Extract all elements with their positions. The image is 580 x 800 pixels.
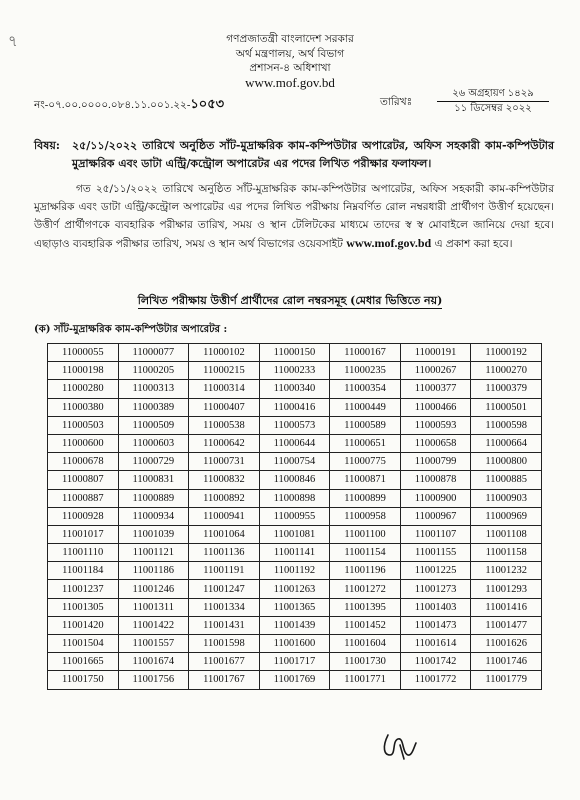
- roll-number-cell: 11001293: [471, 580, 542, 598]
- roll-number-cell: 11001154: [330, 544, 401, 562]
- roll-number-cell: 11001750: [48, 671, 119, 689]
- roll-number-cell: 11000191: [400, 344, 471, 362]
- body-text: গত ২৫/১১/২০২২ তারিখে অনুষ্ঠিত সাঁট-মুদ্রাক্ষরিক কাম-কম্পিউটার অপারেটর, অফিস সহকারী কাম-কম্পিউটার মুদ্রাক্ষরিক এবং ডাটা এন্ট্রি/কন্ট্রোল অপারেটর এর পদের লিখিত পরীক্ষায় নিম্নবর্ণিত রোল নম্বরধারী প্রার্থীগণ উত্তীর্ণ হয়েছেন। উত্তীর্ণ প্রার্থীগণকে ব্যবহারিক পরীক্ষার তারিখ, সময় ও স্থান টেলিটকের মাধ্যমে তাদের স্ব স্ব মোবাইলে জানিয়ে দেয়া হবে। এছাড়াও ব্যবহারিক পরীক্ষার তারিখ, সময় ও স্থান অর্থ বিভাগের ওয়েবসাইট: [34, 183, 554, 250]
- roll-number-cell: 11001108: [471, 525, 542, 543]
- roll-number-cell: 11000407: [189, 398, 260, 416]
- roll-number-cell: 11001452: [330, 616, 401, 634]
- roll-number-cell: 11001121: [118, 544, 189, 562]
- date-english: ১১ ডিসেম্বর ২০২২: [437, 101, 549, 116]
- roll-number-cell: 11001273: [400, 580, 471, 598]
- roll-number-cell: 11001107: [400, 525, 471, 543]
- roll-number-cell: 11000466: [400, 398, 471, 416]
- ministry-name: অর্থ মন্ত্রণালয়, অর্থ বিভাগ: [235, 47, 345, 60]
- roll-number-cell: 11000799: [400, 453, 471, 471]
- roll-number-cell: 11000233: [259, 362, 330, 380]
- roll-number-cell: 11001598: [189, 635, 260, 653]
- roll-number-cell: 11000055: [48, 344, 119, 362]
- roll-number-cell: 11001403: [400, 598, 471, 616]
- roll-number-cell: 11000903: [471, 489, 542, 507]
- roll-number-cell: 11000503: [48, 416, 119, 434]
- corner-handwritten-mark: ৭: [8, 32, 18, 50]
- roll-number-cell: 11001614: [400, 635, 471, 653]
- section-title-text: লিখিত পরীক্ষায় উত্তীর্ণ প্রার্থীদের রোল নম্বরসমূহ (মেধার ভিত্তিতে নয়): [137, 294, 443, 307]
- roll-number-cell: 11001395: [330, 598, 401, 616]
- roll-number-cell: 11000889: [118, 489, 189, 507]
- roll-number-cell: 11001742: [400, 653, 471, 671]
- roll-table-body: [48, 344, 542, 690]
- roll-number-cell: 11001155: [400, 544, 471, 562]
- table-row: [48, 616, 542, 634]
- roll-number-cell: 11000664: [471, 434, 542, 452]
- roll-number-cell: 11001504: [48, 635, 119, 653]
- table-row: [48, 525, 542, 543]
- roll-number-cell: 11000589: [330, 416, 401, 434]
- roll-number-cell: 11001477: [471, 616, 542, 634]
- roll-number-cell: 11000377: [400, 380, 471, 398]
- roll-number-cell: 11001186: [118, 562, 189, 580]
- roll-number-cell: 11000380: [48, 398, 119, 416]
- roll-number-cell: 11000192: [471, 344, 542, 362]
- roll-number-cell: 11001665: [48, 653, 119, 671]
- roll-number-cell: 11000729: [118, 453, 189, 471]
- table-row: [48, 453, 542, 471]
- roll-number-cell: 11000900: [400, 489, 471, 507]
- roll-number-cell: 11000658: [400, 434, 471, 452]
- roll-number-cell: 11001272: [330, 580, 401, 598]
- roll-number-cell: 11001039: [118, 525, 189, 543]
- roll-number-cell: 11000955: [259, 507, 330, 525]
- date-bangla: ২৬ অগ্রহায়ণ ১৪২৯: [452, 88, 534, 99]
- roll-number-cell: 11000167: [330, 344, 401, 362]
- subject-label: বিষয়:: [34, 139, 60, 152]
- table-row: [48, 544, 542, 562]
- roll-number-cell: 11001730: [330, 653, 401, 671]
- roll-number-cell: 11000885: [471, 471, 542, 489]
- roll-number-cell: 11000198: [48, 362, 119, 380]
- roll-number-cell: 11001771: [330, 671, 401, 689]
- roll-number-cell: 11000416: [259, 398, 330, 416]
- roll-number-cell: 11000150: [259, 344, 330, 362]
- letterhead: [0, 32, 580, 90]
- roll-number-cell: 11001081: [259, 525, 330, 543]
- roll-number-cell: 11000593: [400, 416, 471, 434]
- branch-name: প্রশাসন-৪ অধিশাখা: [249, 62, 331, 74]
- roll-number-cell: 11000603: [118, 434, 189, 452]
- roll-number-cell: 11000280: [48, 380, 119, 398]
- roll-number-cell: 11000878: [400, 471, 471, 489]
- roll-number-cell: 11000340: [259, 380, 330, 398]
- roll-number-cell: 11001769: [259, 671, 330, 689]
- roll-number-cell: 11000871: [330, 471, 401, 489]
- table-row: [48, 598, 542, 616]
- roll-number-cell: 11000678: [48, 453, 119, 471]
- table-row: [48, 580, 542, 598]
- roll-number-cell: 11001416: [471, 598, 542, 616]
- roll-number-cell: 11001767: [189, 671, 260, 689]
- body-website-link[interactable]: www.mof.gov.bd: [346, 236, 432, 250]
- roll-number-cell: 11000800: [471, 453, 542, 471]
- memo-serial: ১০৫৩: [190, 96, 225, 111]
- roll-number-cell: 11001779: [471, 671, 542, 689]
- roll-number-cell: 11001677: [189, 653, 260, 671]
- roll-number-cell: 11000267: [400, 362, 471, 380]
- roll-number-cell: 11001473: [400, 616, 471, 634]
- roll-number-cell: 11001311: [118, 598, 189, 616]
- post-subheading: (ক) সাঁট-মুদ্রাক্ষরিক কাম-কম্পিউটার অপারেটর :: [34, 324, 228, 335]
- body-paragraph: [34, 180, 554, 253]
- table-row: [48, 398, 542, 416]
- roll-number-cell: 11001422: [118, 616, 189, 634]
- roll-number-cell: 11001746: [471, 653, 542, 671]
- roll-number-cell: 11000941: [189, 507, 260, 525]
- roll-number-cell: 11000270: [471, 362, 542, 380]
- roll-number-table: [47, 343, 542, 690]
- roll-number-cell: 11001334: [189, 598, 260, 616]
- table-row: [48, 344, 542, 362]
- roll-number-cell: 11001756: [118, 671, 189, 689]
- roll-number-cell: 11000967: [400, 507, 471, 525]
- table-row: [48, 635, 542, 653]
- roll-number-cell: 11000832: [189, 471, 260, 489]
- roll-number-cell: 11001626: [471, 635, 542, 653]
- roll-number-cell: 11000775: [330, 453, 401, 471]
- roll-number-cell: 11000389: [118, 398, 189, 416]
- roll-number-cell: 11000600: [48, 434, 119, 452]
- roll-number-cell: 11001237: [48, 580, 119, 598]
- roll-number-cell: 11000969: [471, 507, 542, 525]
- roll-number-cell: 11001420: [48, 616, 119, 634]
- roll-number-cell: 11001557: [118, 635, 189, 653]
- table-row: [48, 507, 542, 525]
- roll-number-cell: 11001136: [189, 544, 260, 562]
- roll-number-cell: 11000235: [330, 362, 401, 380]
- roll-number-cell: 11000958: [330, 507, 401, 525]
- roll-number-cell: 11001110: [48, 544, 119, 562]
- roll-number-cell: 11001772: [400, 671, 471, 689]
- roll-number-cell: 11000831: [118, 471, 189, 489]
- roll-number-cell: 11000501: [471, 398, 542, 416]
- roll-number-cell: 11000731: [189, 453, 260, 471]
- memo-prefix: নং-০৭.০০.০০০০.০৮৪.১১.০০১.২২-: [34, 100, 191, 111]
- roll-number-cell: 11000215: [189, 362, 260, 380]
- roll-number-cell: 11000651: [330, 434, 401, 452]
- table-row: [48, 416, 542, 434]
- table-row: [48, 434, 542, 452]
- roll-number-cell: 11000642: [189, 434, 260, 452]
- body-suffix: এ প্রকাশ করা হবে।: [431, 238, 513, 250]
- table-row: [48, 671, 542, 689]
- table-row: [48, 653, 542, 671]
- roll-number-cell: 11001604: [330, 635, 401, 653]
- roll-number-cell: 11001600: [259, 635, 330, 653]
- government-name: গণপ্রজাতন্ত্রী বাংলাদেশ সরকার: [226, 33, 354, 45]
- subject-text: ২৫/১১/২০২২ তারিখে অনুষ্ঠিত সাঁট-মুদ্রাক্ষরিক কাম-কম্পিউটার অপারেটর, অফিস সহকারী কাম-কম্পিউটার মুদ্রাক্ষরিক এবং ডাটা এন্ট্রি/কন্ট্রোল অপারেটর এর পদের লিখিত পরীক্ষার ফলাফল।: [72, 139, 554, 170]
- roll-number-cell: 11000892: [189, 489, 260, 507]
- roll-number-cell: 11001017: [48, 525, 119, 543]
- roll-number-cell: 11000538: [189, 416, 260, 434]
- roll-number-cell: 11000314: [189, 380, 260, 398]
- roll-number-cell: 11001246: [118, 580, 189, 598]
- roll-number-cell: 11000449: [330, 398, 401, 416]
- roll-number-cell: 11001305: [48, 598, 119, 616]
- roll-number-cell: 11000899: [330, 489, 401, 507]
- signature-mark: [380, 733, 420, 761]
- roll-number-cell: 11001191: [189, 562, 260, 580]
- table-row: [48, 489, 542, 507]
- roll-number-cell: 11000887: [48, 489, 119, 507]
- roll-number-cell: 11001263: [259, 580, 330, 598]
- table-row: [48, 562, 542, 580]
- roll-number-cell: 11000077: [118, 344, 189, 362]
- section-title: [0, 292, 580, 311]
- roll-number-cell: 11001192: [259, 562, 330, 580]
- table-row: [48, 380, 542, 398]
- roll-number-cell: 11001717: [259, 653, 330, 671]
- roll-number-cell: 11000928: [48, 507, 119, 525]
- roll-number-cell: 11000807: [48, 471, 119, 489]
- roll-number-cell: 11001141: [259, 544, 330, 562]
- subject-block: [34, 137, 554, 173]
- table-row: [48, 471, 542, 489]
- memo-number: [34, 95, 224, 116]
- roll-number-cell: 11000598: [471, 416, 542, 434]
- roll-number-cell: 11001225: [400, 562, 471, 580]
- roll-number-cell: 11001064: [189, 525, 260, 543]
- roll-number-cell: 11000934: [118, 507, 189, 525]
- roll-number-cell: 11001431: [189, 616, 260, 634]
- roll-number-cell: 11001196: [330, 562, 401, 580]
- roll-number-cell: 11000509: [118, 416, 189, 434]
- roll-number-cell: 11001232: [471, 562, 542, 580]
- roll-number-cell: 11000898: [259, 489, 330, 507]
- roll-number-cell: 11000379: [471, 380, 542, 398]
- roll-number-cell: 11000573: [259, 416, 330, 434]
- roll-number-cell: 11001100: [330, 525, 401, 543]
- table-row: [48, 362, 542, 380]
- roll-number-cell: 11000644: [259, 434, 330, 452]
- roll-number-cell: 11000754: [259, 453, 330, 471]
- header-website: www.mof.gov.bd: [245, 74, 335, 90]
- roll-number-cell: 11001439: [259, 616, 330, 634]
- roll-number-cell: 11001674: [118, 653, 189, 671]
- roll-number-cell: 11001184: [48, 562, 119, 580]
- roll-number-cell: 11000313: [118, 380, 189, 398]
- roll-number-cell: 11000846: [259, 471, 330, 489]
- roll-number-cell: 11001365: [259, 598, 330, 616]
- roll-number-cell: 11000354: [330, 380, 401, 398]
- roll-number-cell: 11000205: [118, 362, 189, 380]
- roll-number-cell: 11001247: [189, 580, 260, 598]
- date-block: [437, 87, 549, 116]
- date-label: তারিখঃ: [380, 96, 413, 108]
- roll-number-cell: 11000102: [189, 344, 260, 362]
- roll-number-cell: 11001158: [471, 544, 542, 562]
